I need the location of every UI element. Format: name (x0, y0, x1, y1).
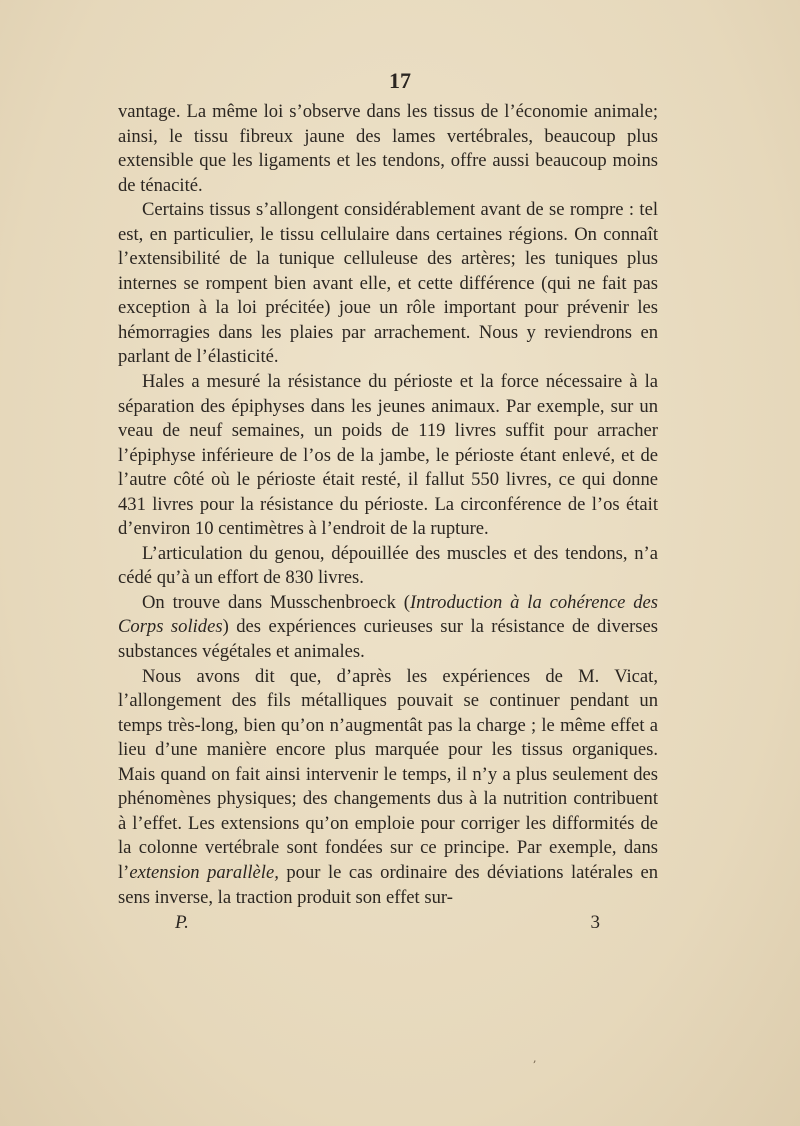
page-number: 17 (389, 68, 411, 93)
paragraph (118, 370, 658, 542)
text-run: pour le cas ordinaire des déviations latérales en sens inverse, la traction produit son effet sur- (118, 861, 658, 908)
text-run: Certains tissus s’allongent considérablement avant de se rompre : tel est, en particulier, le tissu cellulaire dans certaines régions. On connaît l’extensibilité de la tunique celluleuse des artères; les tuniques plus internes se rompent bien avant elle, et cette différence (qui ne fait pas exception à la loi précitée) joue un rôle important pour prévenir les hémorragies dans les plaies par arrachement. Nous y reviendrons en parlant de l’élasticité. (118, 199, 658, 368)
paragraph (118, 198, 658, 370)
text-run: On trouve dans Musschenbroeck ( (142, 591, 410, 613)
text-run: L’articulation du genou, dépouillée des muscles et des tendons, n’a cédé qu’à un effort de 830 livres. (118, 542, 658, 589)
text-run: ) des expériences curieuses sur la résistance de diverses substances végétales et animales. (118, 616, 658, 663)
paragraph (118, 665, 658, 910)
paragraph (118, 542, 658, 591)
text-run: Nous avons dit que, d’après les expériences de M. Vicat, l’allongement des fils métalliques pouvait se continuer pendant un temps très-long, bien qu’on n’augmentât pas la charge ; le même effet a lieu d’une manière encore plus marquée pour les tissus organiques. Mais quand on fait ainsi intervenir le temps, il n’y a plus seulement des phénomènes physiques; des changements dus à la nutrition contribuent à l’effet. Les extensions qu’on emploie pour corriger les difformités de la colonne vertébrale sont fondées sur ce principe. Par exemple, dans l’ (118, 665, 658, 883)
italic-text: extension parallèle, (129, 861, 279, 883)
sheet-number: 3 (590, 912, 600, 933)
paragraph (118, 591, 658, 665)
page-footer (175, 912, 600, 934)
paragraph (118, 100, 658, 198)
text-run: Hales a mesuré la résistance du périoste et la force nécessaire à la séparation des épiphyses dans les jeunes animaux. Par exemple, sur un veau de neuf semaines, un poids de 119 livres suffit pour arracher l’épiphyse inférieure de l’os de la jambe, le périoste étant enlevé, et de l’autre côté où le périoste était resté, il fallut 550 livres, ce qui donne 431 livres pour la résistance du périoste. La circonférence de l’os était d’environ 10 centimètres à l’endroit de la rupture. (118, 371, 658, 540)
italic-text: Introduction à la cohérence des Corps solides (118, 591, 658, 638)
signature-mark: P. (175, 912, 189, 933)
text-run: vantage. La même loi s’observe dans les tissus de l’économie animale; ainsi, le tissu fibreux jaune des lames vertébrales, beaucoup plus extensible que les ligaments et les tendons, offre aussi beaucoup moins de ténacité. (118, 101, 658, 196)
paper-speck: , (533, 1052, 537, 1065)
body-text (118, 100, 658, 910)
